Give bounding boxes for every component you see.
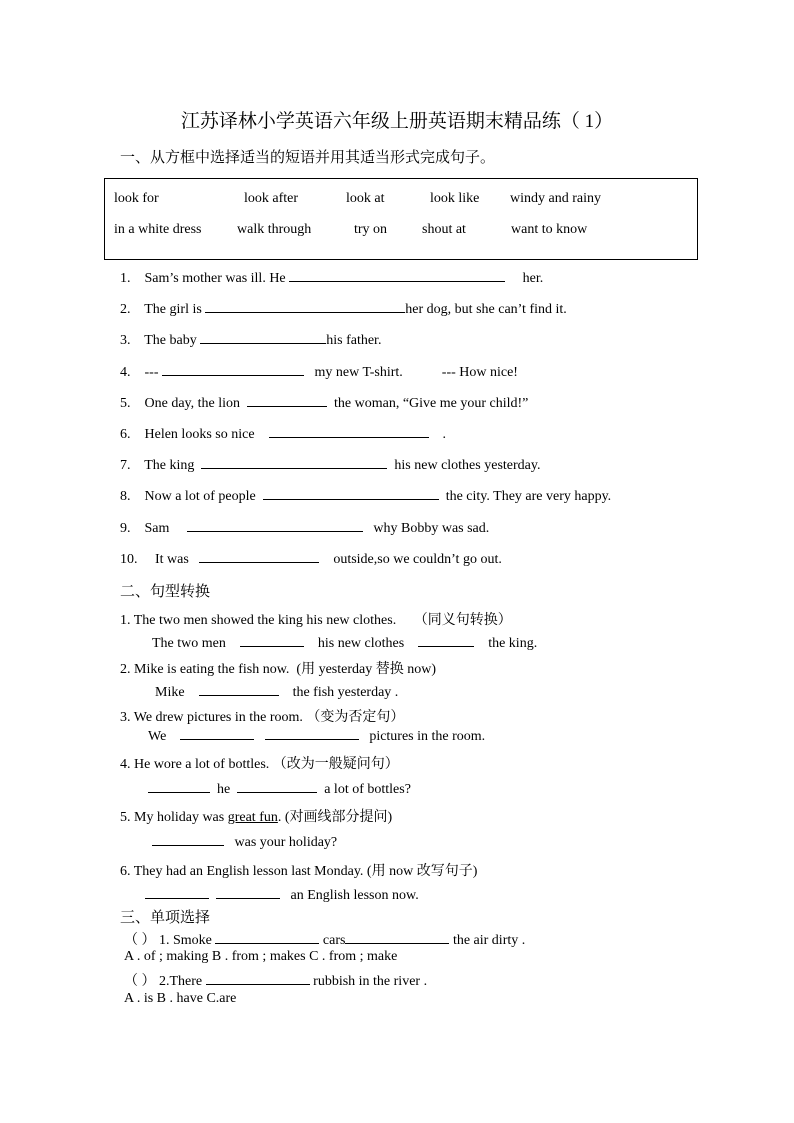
fill-item: 10. It was outside,so we couldn’t go out.	[120, 552, 502, 567]
answer-blank[interactable]	[145, 886, 209, 899]
answer-paren[interactable]: （ ）	[124, 974, 156, 989]
phrase-box	[104, 178, 698, 260]
answer-blank[interactable]	[187, 519, 363, 532]
answer-blank	[215, 931, 319, 944]
answer-blank[interactable]	[269, 425, 429, 438]
phrase: want to know	[511, 222, 588, 237]
transform-question: 5. My holiday was great fun. (对画线部分提问)	[120, 810, 393, 825]
answer-blank	[345, 931, 449, 944]
phrase: in a white dress	[114, 222, 202, 237]
fill-item: 3. The baby his father.	[120, 333, 382, 348]
answer-blank[interactable]	[152, 833, 224, 846]
answer-blank[interactable]	[263, 487, 439, 500]
answer-blank[interactable]	[162, 363, 232, 376]
fill-item: 2. The girl is her dog, but she can’t find it.	[120, 302, 567, 317]
transform-answer: Mike the fish yesterday .	[155, 685, 399, 700]
transform-answer: he a lot of bottles?	[148, 780, 411, 798]
choice-options: A . is B . have C.are	[124, 991, 237, 1006]
answer-blank[interactable]	[216, 886, 280, 899]
phrase: walk through	[237, 222, 312, 237]
transform-answer: The two men his new clothes the king.	[152, 636, 538, 651]
answer-blank[interactable]	[200, 331, 326, 344]
page-title: 江苏译林小学英语六年级上册英语期末精品练（ 1）	[180, 111, 614, 132]
underlined-phrase: great fun	[227, 810, 278, 825]
phrase: look for	[114, 191, 159, 206]
transform-question: 4. He wore a lot of bottles. （改为一般疑问句）	[120, 757, 399, 772]
answer-blank[interactable]	[148, 780, 210, 793]
phrase: look at	[346, 191, 385, 206]
transform-question: 6. They had an English lesson last Monday. (用 now 改写句子)	[120, 864, 478, 879]
answer-blank[interactable]	[240, 634, 304, 647]
fill-item: 8. Now a lot of people the city. They are very happy.	[120, 489, 612, 504]
answer-blank[interactable]	[265, 727, 359, 740]
section3-heading: 三、单项选择	[120, 910, 211, 926]
fill-item: 1. Sam’s mother was ill. He her.	[120, 271, 544, 286]
section2-heading: 二、句型转换	[120, 584, 211, 600]
phrase: windy and rainy	[510, 191, 601, 206]
transform-answer: was your holiday?	[152, 833, 337, 851]
transform-answer: an English lesson now.	[145, 886, 419, 904]
answer-paren[interactable]: （ ）	[124, 933, 156, 948]
phrase: shout at	[422, 222, 466, 237]
answer-blank[interactable]	[180, 727, 254, 740]
fill-item: 5. One day, the lion the woman, “Give me your child!”	[120, 396, 529, 411]
answer-blank[interactable]	[199, 550, 319, 563]
answer-blank[interactable]	[199, 683, 279, 696]
phrase: try on	[354, 222, 388, 237]
answer-blank[interactable]	[237, 780, 317, 793]
choice-question: （ ） 2.There rubbish in the river .	[124, 974, 428, 989]
section1-heading: 一、从方框中选择适当的短语并用其适当形式完成句子。	[120, 150, 496, 166]
fill-item: 9. Sam why Bobby was sad.	[120, 521, 490, 536]
answer-blank[interactable]	[232, 363, 304, 376]
answer-blank	[206, 972, 310, 985]
fill-item: 4. --- my new T-shirt. --- How nice!	[120, 365, 518, 380]
answer-blank[interactable]	[247, 394, 327, 407]
choice-options: A . of ; making B . from ; makes C . from ; make	[124, 949, 398, 964]
answer-blank[interactable]	[205, 300, 405, 313]
fill-item: 6. Helen looks so nice .	[120, 427, 447, 442]
answer-blank[interactable]	[289, 269, 505, 282]
transform-question: 1. The two men showed the king his new clothes. （同义句转换）	[120, 613, 512, 628]
transform-answer: We pictures in the room.	[148, 729, 486, 744]
choice-question: （ ） 1. Smoke cars the air dirty .	[124, 933, 526, 948]
phrase: look like	[430, 191, 480, 206]
transform-question: 2. Mike is eating the fish now. (用 yesterday 替换 now)	[120, 662, 436, 677]
answer-blank[interactable]	[418, 634, 474, 647]
fill-item: 7. The king his new clothes yesterday.	[120, 458, 541, 473]
transform-question: 3. We drew pictures in the room. （变为否定句）	[120, 710, 405, 725]
answer-blank[interactable]	[201, 456, 387, 469]
phrase: look after	[244, 191, 299, 206]
